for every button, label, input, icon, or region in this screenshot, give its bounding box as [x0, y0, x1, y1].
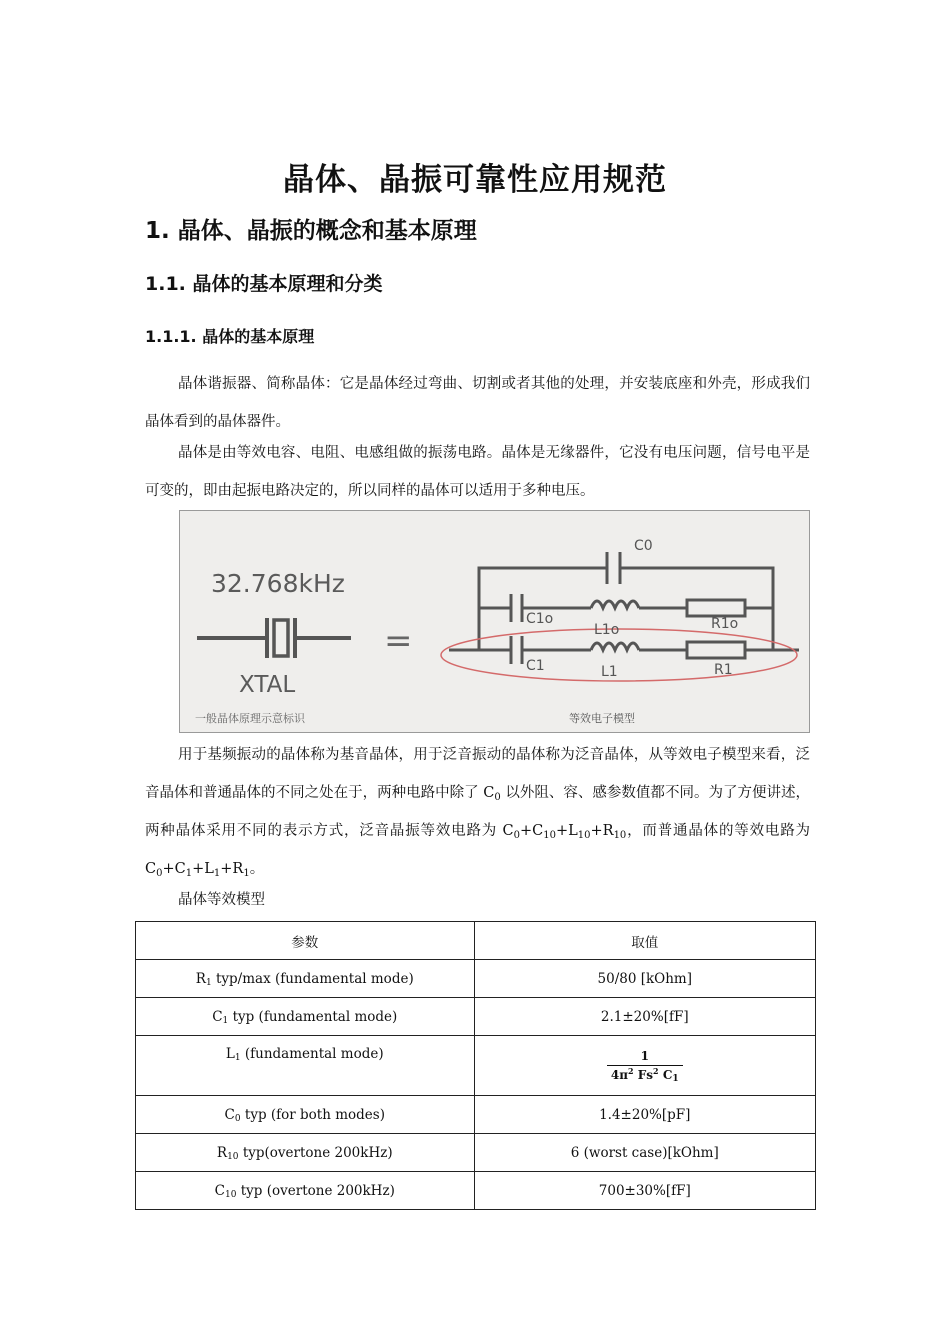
param-desc: typ (fundamental mode): [228, 1008, 398, 1025]
param-cell: [136, 1172, 475, 1210]
value-cell: 6 (worst case)[kOhm]: [474, 1134, 815, 1172]
right-figure-caption: 等效电子模型: [569, 712, 635, 725]
param-symbol: R: [195, 970, 206, 987]
value-cell: 700±30%[fF]: [474, 1172, 815, 1210]
param-desc: typ (for both modes): [240, 1106, 385, 1123]
para3-sub: 1: [213, 868, 221, 879]
para3-sub: 10: [577, 830, 591, 841]
param-subscript: 0: [234, 1113, 241, 1124]
param-subscript: 1: [234, 1053, 241, 1063]
para3-text-b: 以外阻、容、感参数值都不同。为了方便讲述，两种晶体采用不同的表示方式，泛音晶振等效电路为 C: [145, 785, 811, 839]
value-cell: 1.4±20%[pF]: [474, 1096, 815, 1134]
param-desc: typ/max (fundamental mode): [211, 970, 414, 987]
para3-text-g: +C: [162, 861, 186, 877]
paragraph-overtone-explanation: [145, 736, 810, 888]
l1-label: L1: [601, 664, 618, 680]
crystal-parameter-table: [135, 921, 816, 1210]
para3-text-i: +R: [220, 861, 244, 877]
para3-text-a: 用于基频振动的晶体称为基音晶体，用于泛音振动的晶体称为泛音晶体，从等效电子模型来看，泛音晶体和普通晶体的不同之处在于，两种电路中除了 C: [145, 747, 810, 801]
formula-numerator: 1: [607, 1048, 683, 1066]
c10-label: C1o: [526, 611, 554, 627]
formula-term: 4π: [610, 1068, 628, 1082]
inductance-formula: [607, 1048, 683, 1083]
value-cell-formula: [474, 1036, 815, 1096]
param-subscript: 1: [205, 977, 212, 988]
para3-sub: 0: [494, 792, 501, 803]
para3-text-f: ，而普通晶体的等效电路为 C: [145, 823, 810, 877]
formula-exponent: 2: [653, 1066, 659, 1076]
para3-text-h: +L: [192, 861, 214, 877]
equals-sign: =: [384, 621, 413, 661]
c0-label: C0: [634, 538, 653, 554]
param-cell: [136, 1036, 475, 1096]
param-symbol: C: [212, 1008, 223, 1025]
param-cell: [136, 998, 475, 1036]
value-cell: 2.1±20%[fF]: [474, 998, 815, 1036]
paragraph-crystal-definition: 晶体谐振器、简称晶体：它是晶体经过弯曲、切割或者其他的处理，并安装底座和外壳，形成我们晶体看到的晶体器件。: [145, 376, 810, 430]
left-figure-caption: 一般晶体原理示意标识: [195, 712, 305, 725]
param-cell: [136, 1134, 475, 1172]
table-header-row: [136, 922, 816, 960]
param-symbol: L: [225, 1046, 235, 1062]
formula-subscript: 1: [672, 1074, 679, 1084]
formula-denominator: [607, 1066, 683, 1083]
param-symbol: C: [224, 1106, 235, 1123]
table-row: [136, 1134, 816, 1172]
table-row: [136, 960, 816, 998]
table-row: [136, 998, 816, 1036]
para3-sub: 1: [243, 868, 250, 879]
param-symbol: C: [214, 1182, 226, 1199]
param-cell: [136, 1096, 475, 1134]
formula-term: Fs: [637, 1068, 654, 1082]
para3-sub: 10: [613, 830, 627, 841]
r1-label: R1: [714, 662, 733, 678]
table-row: [136, 1096, 816, 1134]
param-subscript: 1: [222, 1015, 229, 1026]
para3-sub: 0: [513, 830, 520, 841]
para3-sub: 10: [543, 830, 556, 841]
table-header-cell: 参数: [136, 922, 475, 960]
param-symbol: R: [216, 1144, 228, 1161]
heading-level-1: 1. 晶体、晶振的概念和基本原理: [145, 218, 477, 244]
param-cell: [136, 960, 475, 998]
heading-level-2: 1.1. 晶体的基本原理和分类: [145, 273, 383, 295]
crystal-equivalent-circuit-figure: [179, 510, 810, 733]
table-header-cell: 取值: [474, 922, 815, 960]
param-subscript: 10: [225, 1189, 237, 1200]
l10-label: L1o: [594, 622, 620, 638]
param-desc: typ(overtone 200kHz): [238, 1144, 393, 1161]
paragraph-crystal-circuit: 晶体是由等效电容、电阻、电感组做的振荡电路。晶体是无缘器件，它没有电压问题，信号电平是可变的，即由起振电路决定的，所以同样的晶体可以适用于多种电压。: [145, 445, 810, 499]
param-desc: typ (overtone 200kHz): [236, 1182, 395, 1199]
heading-level-3: 1.1.1. 晶体的基本原理: [145, 327, 315, 346]
para3-text-e: +R: [590, 823, 614, 839]
formula-exponent: 2: [628, 1066, 634, 1076]
frequency-label: 32.768kHz: [211, 569, 345, 598]
table-row: [136, 1172, 816, 1210]
param-desc: (fundamental mode): [240, 1046, 384, 1062]
xtal-label: XTAL: [239, 672, 296, 698]
param-subscript: 10: [227, 1151, 239, 1162]
para3-text-c: +C: [519, 823, 544, 839]
formula-term: C: [662, 1068, 673, 1082]
r10-label: R1o: [711, 616, 739, 632]
table-caption: 晶体等效模型: [178, 892, 265, 908]
para3-sub: 1: [185, 868, 193, 879]
para3-text-j: 。: [249, 861, 265, 877]
c1-label: C1: [526, 658, 545, 674]
table-row: [136, 1036, 816, 1096]
document-title: 晶体、晶振可靠性应用规范: [283, 162, 667, 198]
para3-text-d: +L: [555, 823, 578, 839]
value-cell: 50/80 [kOhm]: [474, 960, 815, 998]
para3-sub: 0: [156, 868, 163, 879]
